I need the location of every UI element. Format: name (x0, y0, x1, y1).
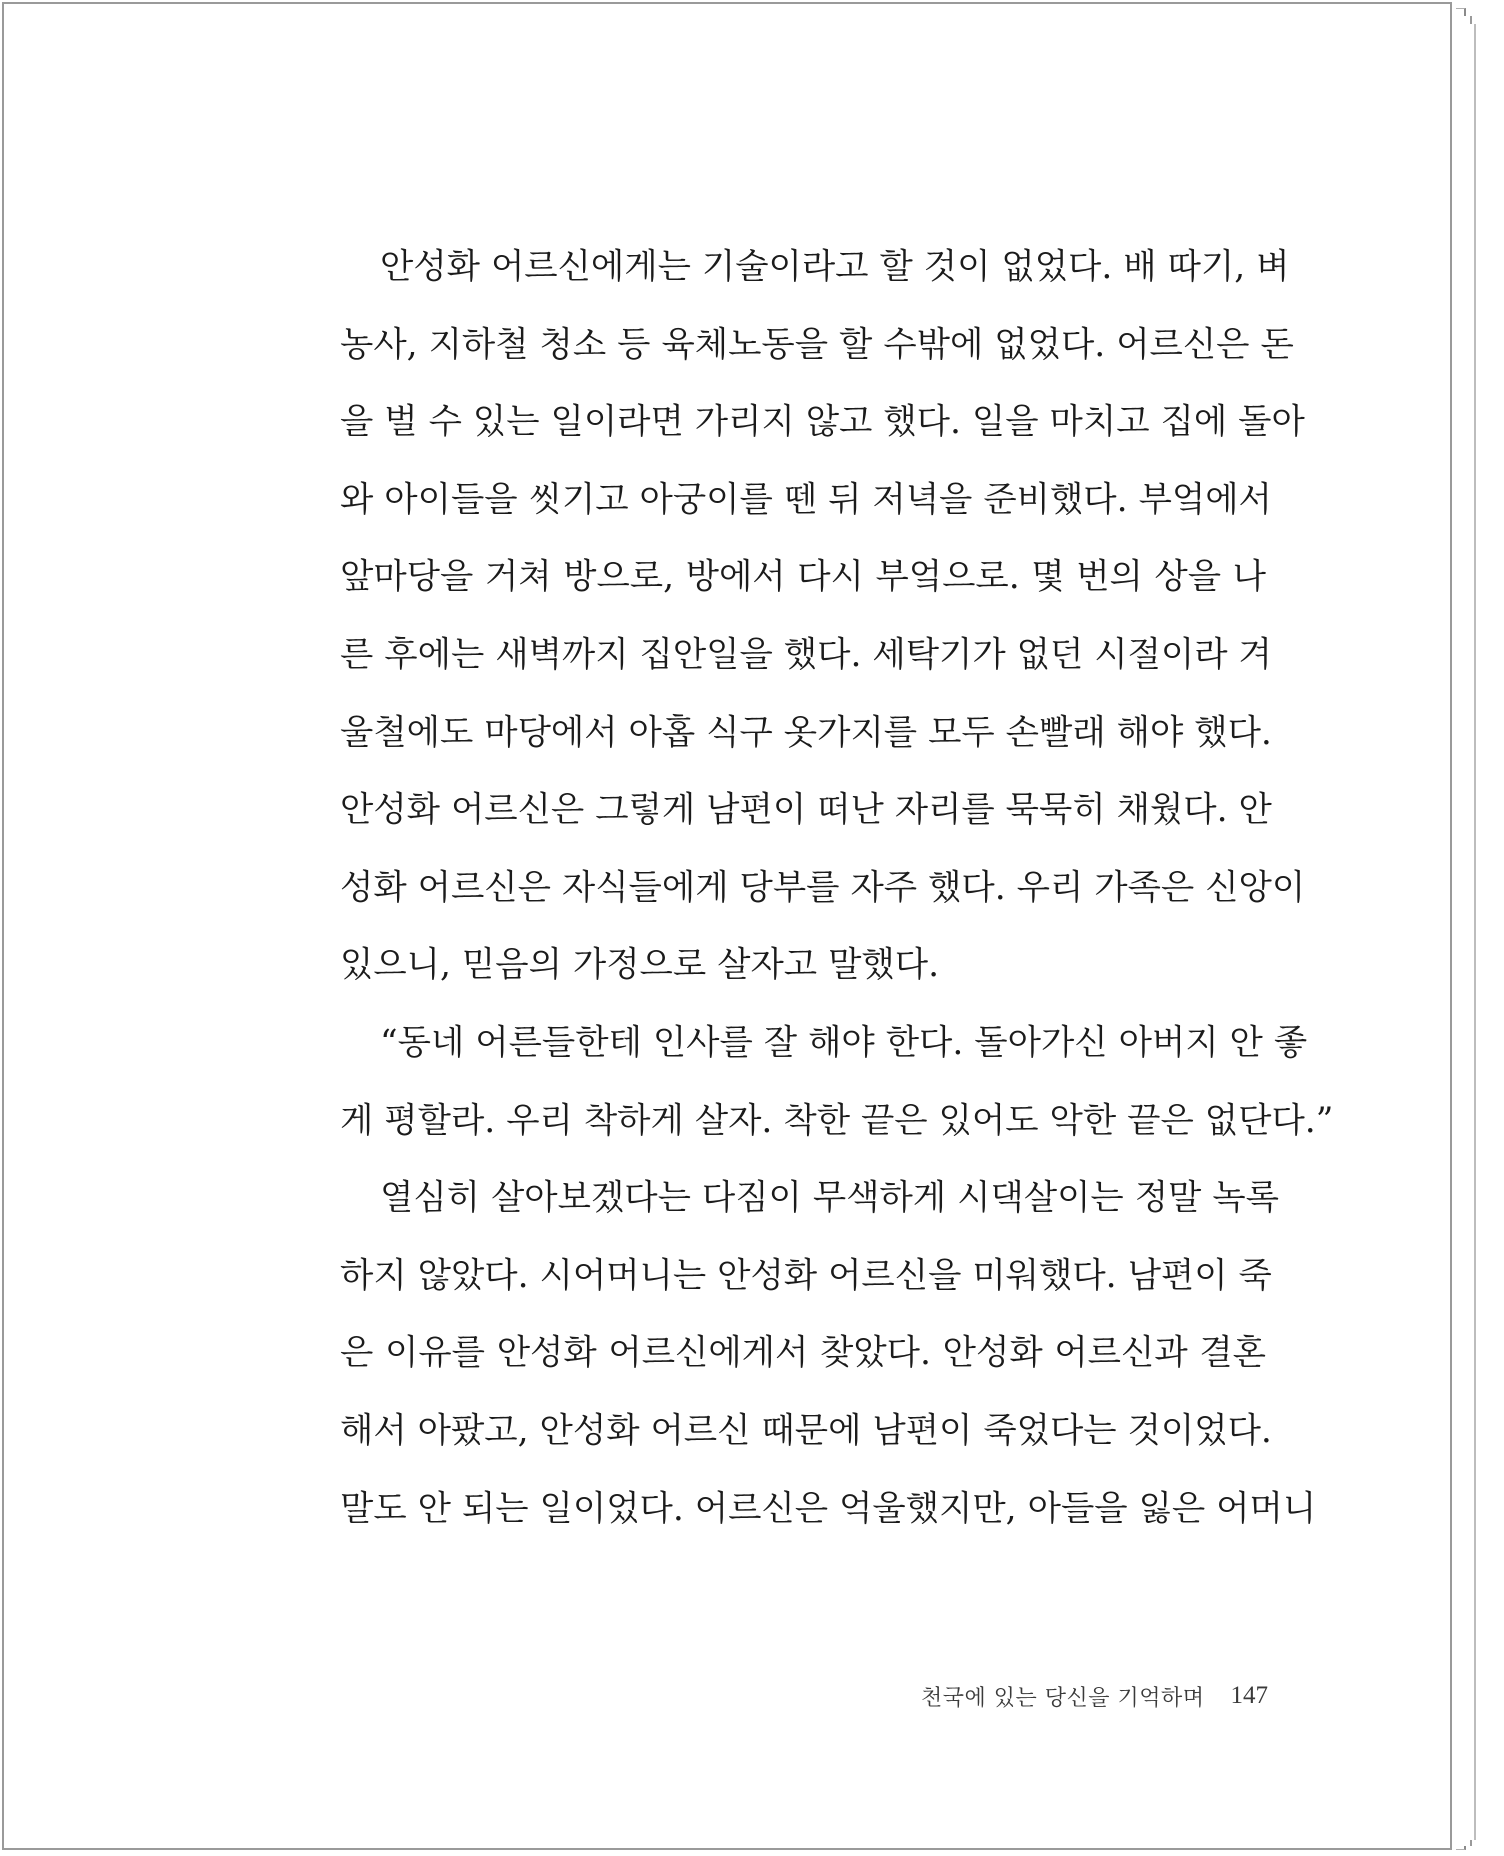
paragraph-line: 농사, 지하철 청소 등 육체노동을 할 수밖에 없었다. 어르신은 돈 (340, 324, 1294, 365)
page-number: 147 (1230, 1682, 1268, 1709)
quote-line: “동네 어른들한테 인사를 잘 해야 한다. 돌아가신 아버지 안 좋 (380, 1022, 1308, 1063)
paragraph-line: 성화 어르신은 자식들에게 당부를 자주 했다. 우리 가족은 신앙이 (340, 867, 1306, 908)
paragraph-line: 열심히 살아보겠다는 다짐이 무색하게 시댁살이는 정말 녹록 (380, 1178, 1279, 1219)
paragraph-line: 하지 않았다. 시어머니는 안성화 어르신을 미워했다. 남편이 죽 (340, 1255, 1272, 1296)
book-page (2, 2, 1452, 1850)
paragraph-line: 울철에도 마당에서 아홉 식구 옷가지를 모두 손빨래 해야 했다. (340, 712, 1272, 753)
paragraph-line: 해서 아팠고, 안성화 어르신 때문에 남편이 죽었다는 것이었다. (340, 1410, 1272, 1451)
paragraph-line: 안성화 어르신은 그렇게 남편이 떠난 자리를 묵묵히 채웠다. 안 (340, 790, 1272, 831)
paragraph-line: 을 벌 수 있는 일이라면 가리지 않고 했다. 일을 마치고 집에 돌아 (340, 402, 1305, 443)
quote-line: 게 평할라. 우리 착하게 살자. 착한 끝은 있어도 악한 끝은 없단다.” (340, 1100, 1334, 1141)
paragraph-line: 앞마당을 거쳐 방으로, 방에서 다시 부엌으로. 몇 번의 상을 나 (340, 557, 1266, 598)
running-title: 천국에 있는 당신을 기억하며 (920, 1685, 1205, 1711)
paragraph-line: 안성화 어르신에게는 기술이라고 할 것이 없었다. 배 따기, 벼 (380, 247, 1290, 287)
page-stack-edge (1470, 24, 1476, 1840)
body-text (340, 229, 1334, 1548)
paragraph-line: 와 아이들을 씻기고 아궁이를 뗀 뒤 저녁을 준비했다. 부엌에서 (340, 479, 1272, 520)
running-footer (904, 1676, 1268, 1716)
paragraph-line: 른 후에는 새벽까지 집안일을 했다. 세탁기가 없던 시절이라 겨 (340, 634, 1272, 675)
paragraph-line: 은 이유를 안성화 어르신에게서 찾았다. 안성화 어르신과 결혼 (340, 1333, 1266, 1374)
paragraph-line: 말도 안 되는 일이었다. 어르신은 억울했지만, 아들을 잃은 어머니 (340, 1488, 1317, 1529)
paragraph-line: 있으니, 믿음의 가정으로 살자고 말했다. (340, 945, 940, 986)
